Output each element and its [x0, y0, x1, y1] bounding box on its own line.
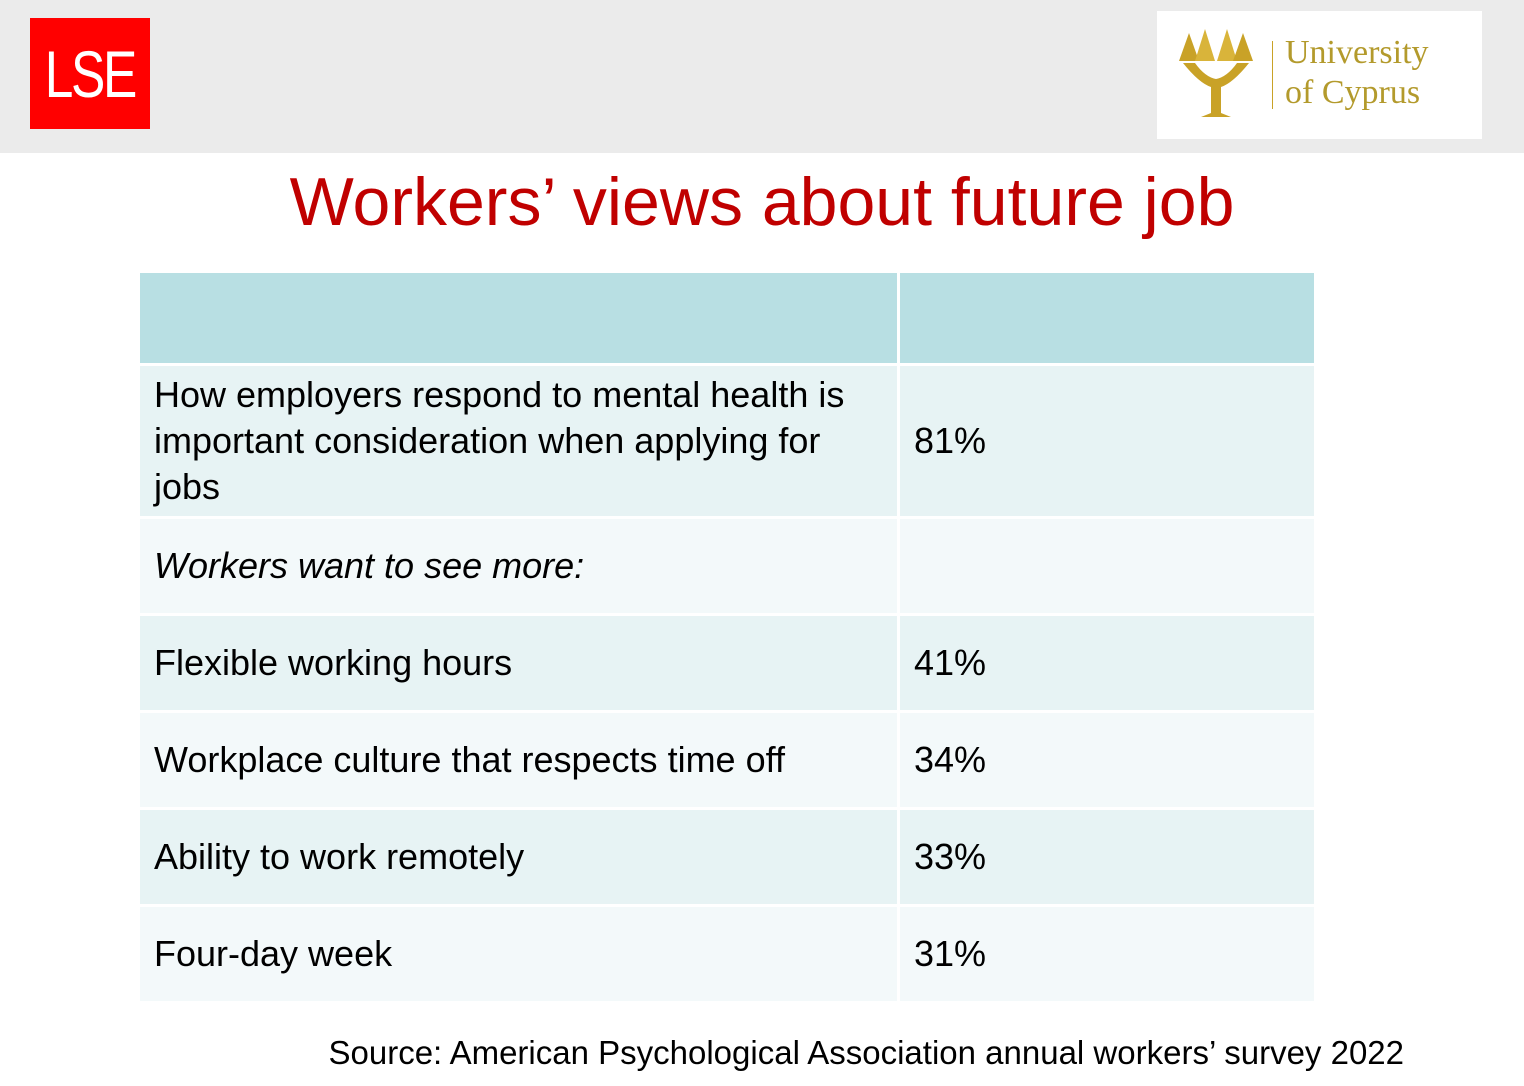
table-header-cell	[139, 272, 899, 365]
row-value: 34%	[899, 712, 1316, 809]
logo-divider	[1272, 41, 1273, 109]
university-name	[1285, 33, 1429, 113]
row-label: Workplace culture that respects time off	[139, 712, 899, 809]
row-value: 41%	[899, 615, 1316, 712]
source-note: Source: American Psychological Association annual workers’ survey 2022	[328, 1034, 1404, 1071]
row-label: How employers respond to mental health is important consideration when applying for jobs	[139, 365, 899, 518]
slide-title: Workers’ views about future job	[289, 164, 1235, 240]
row-label: Four-day week	[139, 906, 899, 1003]
lse-logo-text: LSE	[44, 36, 136, 111]
row-label: Ability to work remotely	[139, 809, 899, 906]
table-row	[139, 809, 1316, 906]
tree-emblem-icon	[1175, 27, 1257, 121]
university-of-cyprus-logo	[1157, 11, 1482, 139]
row-value: 31%	[899, 906, 1316, 1003]
table-row	[139, 712, 1316, 809]
table-row	[139, 615, 1316, 712]
table-header-row	[139, 272, 1316, 365]
lse-logo	[30, 18, 150, 129]
row-value: 81%	[899, 365, 1316, 518]
row-value: 33%	[899, 809, 1316, 906]
table-row	[139, 365, 1316, 518]
survey-table	[137, 270, 1317, 1004]
table-row	[139, 518, 1316, 615]
row-label: Workers want to see more:	[139, 518, 899, 615]
row-value	[899, 518, 1316, 615]
row-label: Flexible working hours	[139, 615, 899, 712]
university-name-line1: University	[1285, 34, 1429, 71]
table-row	[139, 906, 1316, 1003]
university-name-line2: of Cyprus	[1285, 74, 1421, 111]
table-header-cell	[899, 272, 1316, 365]
